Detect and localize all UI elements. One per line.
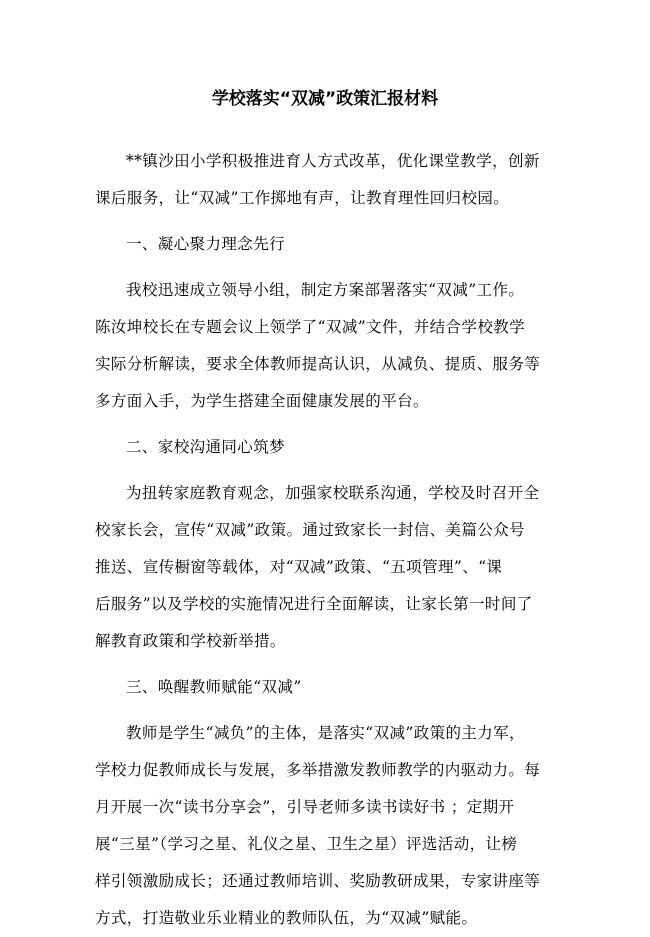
section3-heading: 三、唤醒教师赋能“双减” <box>126 678 302 696</box>
paragraph-gap <box>95 466 557 475</box>
section3-line: 教师是学生“减负”的主体，是落实“双减”政策的主力军， <box>126 724 525 742</box>
section2-line: 推送、宣传橱窗等载体，对“双减”政策、“五项管理”、“课 <box>95 558 503 576</box>
paragraph-gap <box>95 660 557 669</box>
section3-line: 月开展一次“读书分享会”，引导老师多读书读好书 ；定期开 <box>95 798 515 816</box>
paragraph-gap <box>95 263 557 272</box>
section2-line: 为扭转家庭教育观念，加强家校联系沟通，学校及时召开全 <box>126 484 540 502</box>
section3-line: 方式，打造敬业乐业精业的教师队伍，为“双减”赋能。 <box>95 909 478 927</box>
document-title: 学校落实“双减”政策汇报材料 <box>211 89 439 109</box>
paragraph-gap <box>95 217 557 226</box>
intro-line: **镇沙田小学积极推进育人方式改革，优化课堂教学，创新 <box>126 152 540 170</box>
section3-line: 样引领激励成长；还通过教师培训、奖励教研成果，专家讲座等 <box>95 872 541 890</box>
document-body <box>95 143 557 937</box>
section1-line: 陈汝坤校长在专题会议上领学了“双减”文件，并结合学校教学 <box>95 318 526 336</box>
section2-line: 解教育政策和学校新举措。 <box>95 632 286 650</box>
intro-line: 课后服务，让“双减”工作掷地有声，让教育理性回归校园。 <box>95 189 510 207</box>
section2-heading: 二、家校沟通同心筑梦 <box>126 438 286 456</box>
section2-line: 校家长会，宣传“双减”政策。通过致家长一封信、美篇公众号 <box>95 521 526 539</box>
section1-heading: 一、凝心聚力理念先行 <box>126 235 286 253</box>
section1-line: 实际分析解读，要求全体教师提高认识，从减负、提质、服务等 <box>95 355 541 373</box>
section3-line: 展“三星”（学习之星、礼仪之星、卫生之星）评选活动，让榜 <box>95 835 518 853</box>
section2-line: 后服务”以及学校的实施情况进行全面解读，让家长第一时间了 <box>95 595 533 613</box>
paragraph-gap <box>95 420 557 429</box>
section1-line: 我校迅速成立领导小组，制定方案部署落实“双减”工作。 <box>126 281 525 299</box>
section3-line: 学校力促教师成长与发展，多举措激发教师教学的内驱动力。每 <box>95 761 541 779</box>
paragraph-gap <box>95 706 557 715</box>
section1-line: 多方面入手，为学生搭建全面健康发展的平台。 <box>95 392 429 410</box>
